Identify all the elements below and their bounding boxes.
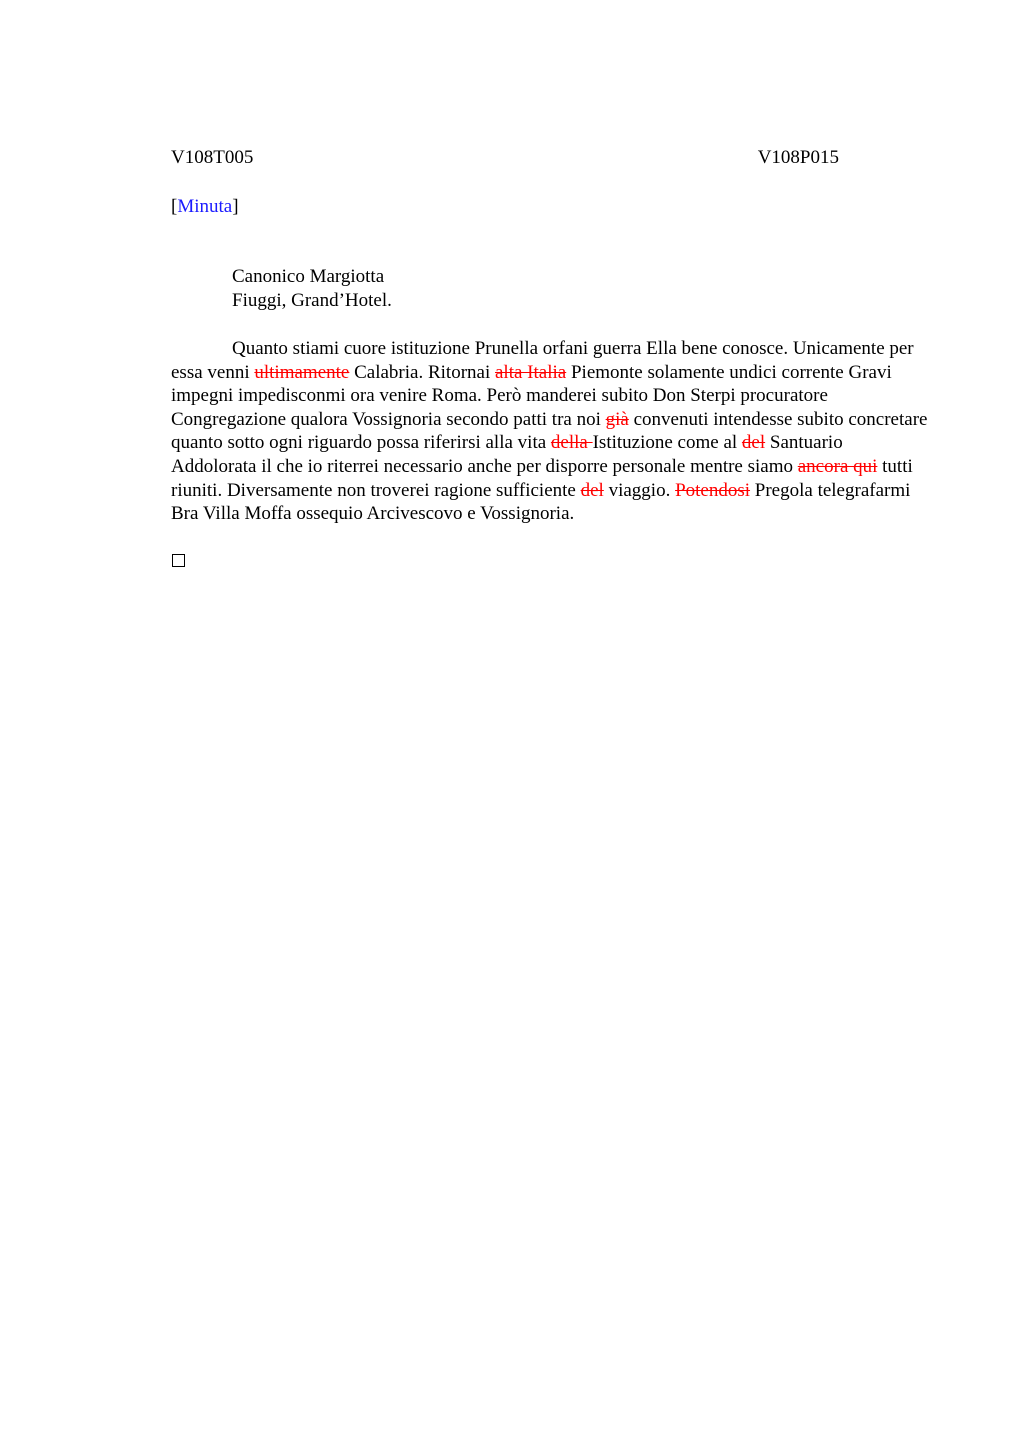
body-text-segment: viaggio. xyxy=(603,479,676,501)
body-text-segment: convenuti intendesse subito concretare quanto sotto ogni riguardo possa riferirsi alla vita xyxy=(171,408,928,454)
body-text-segment: Istituzione come al xyxy=(592,432,742,454)
deleted-text: ancora qui xyxy=(797,455,878,477)
body-text-segment: Quanto stiami cuore istituzione Prunella orfani guerra Ella bene conosce. Unicamente per essa venni xyxy=(171,338,914,383)
body-text-segment: Calabria. Ritornai xyxy=(349,361,495,383)
body-text-segment: Santuario Addolorata il che io riterrei necessario anche per disporre personale mentre siamo xyxy=(171,432,843,477)
recipient-name: Canonico Margiotta xyxy=(232,266,385,287)
deleted-text: già xyxy=(605,408,629,430)
deleted-text: della xyxy=(550,432,593,454)
deleted-text: Potendosi xyxy=(675,479,751,501)
recipient-address xyxy=(232,265,392,313)
document-type-label: Minuta xyxy=(177,196,233,217)
open-bracket: [ xyxy=(171,196,178,217)
document-code-right: V108P015 xyxy=(757,147,839,168)
recipient-location: Fiuggi, Grand’Hotel. xyxy=(232,290,392,311)
body-text-segment: Pregola telegrafarmi Bra Villa Moffa ossequio Arcivescovo e Vossignoria. xyxy=(171,479,911,525)
deleted-text: alta Italia xyxy=(495,361,567,383)
body-text-segment: Piemonte solamente undici corrente Gravi impegni impedisconmi ora venire Roma. Però manderei subito Don Sterpi procuratore Congregazione qualora Vossignoria secondo patti tra noi xyxy=(171,361,892,430)
body-text-segment: tutti riuniti. Diversamente non troverei ragione sufficiente xyxy=(171,455,913,501)
document-code-left: V108T005 xyxy=(171,147,254,168)
deleted-text: ultimamente xyxy=(254,361,350,383)
deleted-text: del xyxy=(741,432,766,454)
deleted-text: del xyxy=(580,479,604,501)
letter-body xyxy=(171,337,931,526)
empty-square-icon xyxy=(172,554,185,567)
close-bracket: ] xyxy=(232,196,239,217)
document-type-note xyxy=(171,195,239,219)
